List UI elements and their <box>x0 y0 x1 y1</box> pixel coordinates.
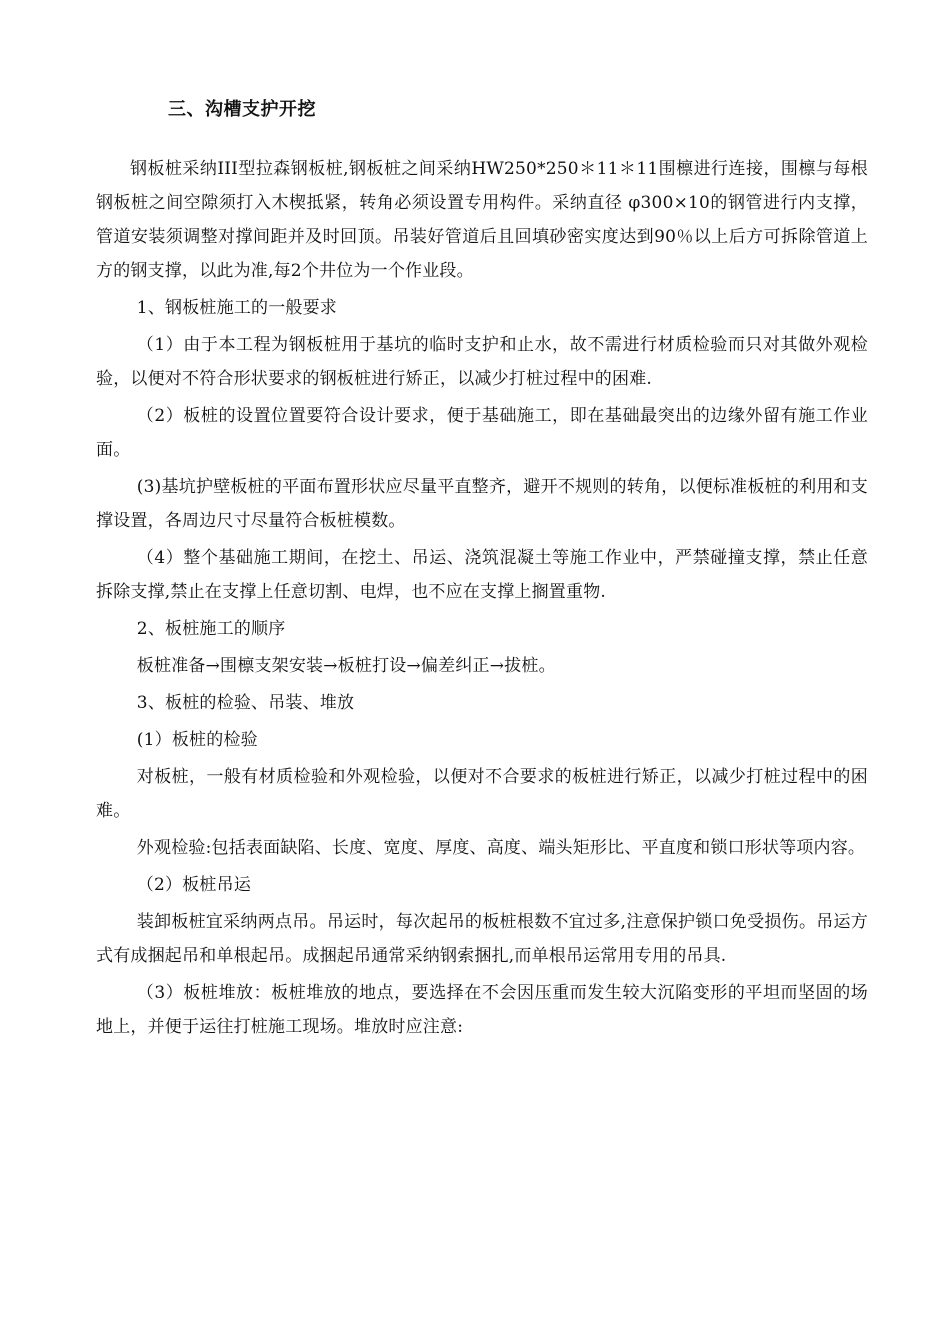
subheading-lifting: （2）板桩吊运 <box>136 875 252 895</box>
document-body <box>96 152 868 1047</box>
paragraph-stacking: （3）板桩堆放：板桩堆放的地点，要选择在不会因压重而发生较大沉陷变形的平坦而坚固的场地上，并便于运往打桩施工现场。堆放时应注意: <box>96 983 868 1037</box>
section-heading: 三、沟槽支护开挖 <box>168 99 316 120</box>
paragraph-lifting: 装卸板桩宜采纳两点吊。吊运时，每次起吊的板桩根数不宜过多,注意保护锁口免受损伤。吊运方式有成捆起吊和单根起吊。成捆起吊通常采纳钢索捆扎,而单根吊运常用专用的吊具. <box>96 912 868 966</box>
paragraph-requirement-4: （4）整个基础施工期间，在挖土、吊运、浇筑混凝土等施工作业中，严禁碰撞支撑，禁止任意拆除支撑,禁止在支撑上任意切割、电焊，也不应在支撑上搁置重物. <box>96 548 868 602</box>
subheading-inspection-lifting-stacking: 3、板桩的检验、吊装、堆放 <box>136 693 355 713</box>
subheading-general-requirements: 1、钢板桩施工的一般要求 <box>136 298 338 318</box>
paragraph-inspection: 对板桩，一般有材质检验和外观检验，以便对不合要求的板桩进行矫正，以减少打桩过程中的困难。 <box>96 767 868 821</box>
paragraph-sheet-pile-overview: 钢板桩采纳III型拉森钢板桩,钢板桩之间采纳HW250*250＊11＊11围檩进行连接，围檩与每根钢板桩之间空隙须打入木楔抵紧，转角必须设置专用构件。采纳直径 φ300×10的钢管进行内支撑，管道安装须调整对撑间距并及时回顶。吊装好管道后且回填砂密实度达到90％以上后方可拆除管道上方的钢支撑，以此为准,每2个井位为一个作业段。 <box>96 159 868 281</box>
subheading-construction-sequence: 2、板桩施工的顺序 <box>136 619 286 639</box>
paragraph-sequence: 板桩准备→围檩支架安装→板桩打设→偏差纠正→拔桩。 <box>136 656 556 676</box>
paragraph-requirement-2: （2）板桩的设置位置要符合设计要求，便于基础施工，即在基础最突出的边缘外留有施工作业面。 <box>96 406 868 460</box>
paragraph-requirement-3: (3)基坑护壁板桩的平面布置形状应尽量平直整齐，避开不规则的转角，以便标准板桩的利用和支撑设置，各周边尺寸尽量符合板桩模数。 <box>96 477 868 531</box>
paragraph-requirement-1: （1）由于本工程为钢板桩用于基坑的临时支护和止水，故不需进行材质检验而只对其做外观检验，以便对不符合形状要求的钢板桩进行矫正，以减少打桩过程中的困难. <box>96 335 868 389</box>
paragraph-visual-inspection: 外观检验:包括表面缺陷、长度、宽度、厚度、高度、端头矩形比、平直度和锁口形状等项内容。 <box>136 838 866 858</box>
subheading-inspection: (1）板桩的检验 <box>136 730 258 750</box>
